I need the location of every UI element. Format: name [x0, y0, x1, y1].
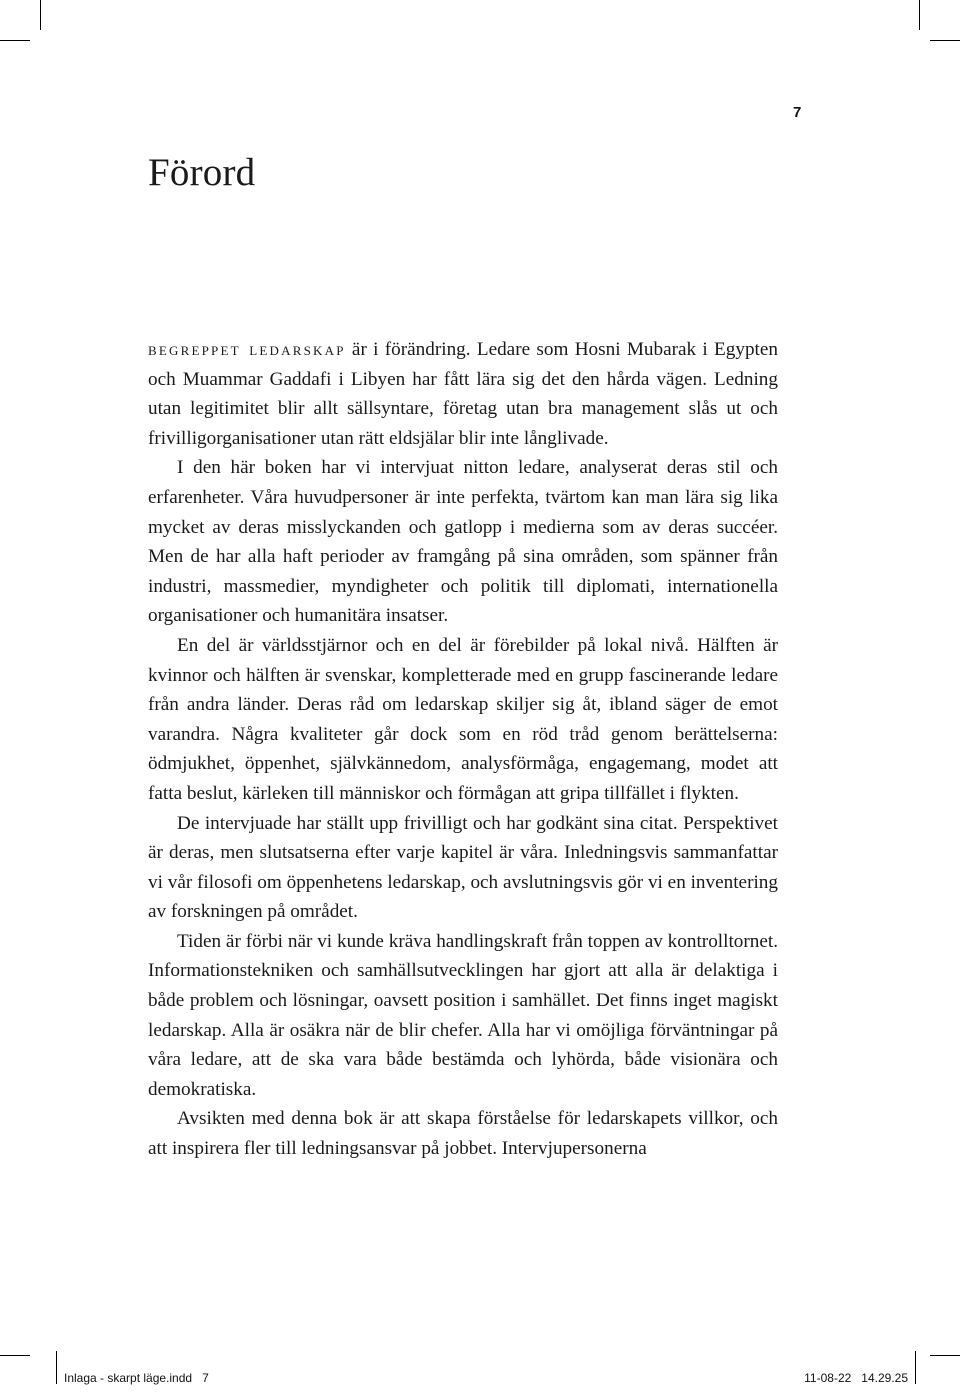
paragraph-1	[148, 335, 778, 453]
crop-mark-top-right-h	[930, 40, 960, 41]
print-slug	[56, 1363, 916, 1384]
crop-mark-bottom-left-h	[0, 1355, 30, 1356]
paragraph-4: De intervjuade har ställt upp frivilligt och har godkänt sina citat. Perspektivet är deras, men slutsatserna efter varje kapitel är våra. Inledningsvis sammanfattar vi vår filosofi om öppenhetens ledarskap, och avslutningsvis gör vi en inventering av forskningen på området.	[148, 812, 778, 923]
paragraph-1-text: är i förändring. Ledare som Hosni Mubarak i Egypten och Muammar Gaddafi i Libyen har fått lära sig det den hårda vägen. Ledning utan legitimitet blir allt sällsyntare, företag utan bra management slås ut och frivilligorganisationer utan rätt eldsjälar blir inte långlivade.	[148, 339, 778, 449]
slug-divider-right	[915, 1351, 916, 1384]
paragraph-6: Avsikten med denna bok är att skapa förståelse för ledarskapets villkor, och att inspirera fler till ledningsansvar på jobbet. Intervjupersonerna	[148, 1108, 778, 1160]
slug-timestamp: 11-08-22 14.29.25	[804, 1371, 908, 1385]
slug-filename: Inlaga - skarpt läge.indd 7	[64, 1371, 209, 1385]
paragraph-2: I den här boken har vi intervjuat nitton ledare, analyserat deras stil och erfarenheter. Våra huvudpersoner är inte perfekta, tvärtom kan man lära sig lika mycket av deras misslyckanden och gatlopp i medierna som av deras succéer. Men de har alla haft perioder av framgång på sina områden, som spänner från industri, massmedier, myndigheter och politik till diplomati, internationella organisationer och humanitära insatser.	[148, 457, 778, 627]
crop-mark-top-left-h	[0, 40, 30, 41]
crop-mark-top-left	[40, 0, 41, 30]
page-number: 7	[793, 104, 802, 121]
chapter-title: Förord	[148, 151, 256, 194]
paragraph-5: Tiden är förbi när vi kunde kräva handlingskraft från toppen av kontrolltornet. Informationstekniken och samhällsutvecklingen har gjort att alla är delaktiga i både problem och lösningar, oavsett position i samhället. Det finns inget magiskt ledarskap. Alla är osäkra när de blir chefer. Alla har vi omöjliga förväntningar på våra ledare, att de ska vara både bestämda och lyhörda, både visionära och demokratiska.	[148, 930, 778, 1100]
crop-mark-top-right	[919, 0, 920, 30]
slug-divider-left	[56, 1351, 57, 1384]
crop-mark-bottom-right-h	[930, 1355, 960, 1356]
lead-in-small-caps: begreppet ledarskap	[148, 339, 346, 360]
body-text	[148, 335, 778, 1164]
paragraph-3: En del är världsstjärnor och en del är förebilder på lokal nivå. Hälften är kvinnor och hälften är svenskar, kompletterade med en grupp fascinerande ledare från andra länder. Deras råd om ledarskap skiljer sig åt, ibland säger de emot varandra. Några kvaliteter går dock som en röd tråd genom berättelserna: ödmjukhet, öppenhet, självkännedom, analysförmåga, engagemang, modet att fatta beslut, kärleken till människor och förmågan att gripa tillfället i flykten.	[148, 634, 778, 804]
